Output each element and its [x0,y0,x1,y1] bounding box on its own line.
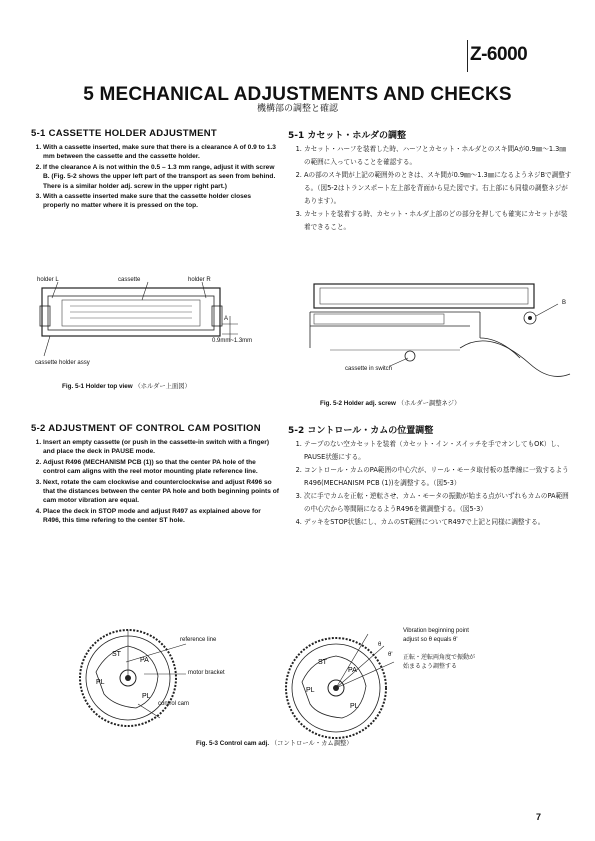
fig-5-3-caption: Fig. 5-3 Control cam adj. （コントロール・カム調整） [196,740,353,747]
step: 2. Adjust R496 (MECHANISM PCB (1)) so that the center PA hole of the control cam aligns with the reel motor mounting plate reference line. [43,458,279,477]
label-range: 0.9mm~1.3mm [212,338,253,344]
fig-5-3-cam-left [66,622,196,732]
label-theta-prime: θ' [388,652,393,658]
section-1-steps-en [31,143,279,212]
svg-text:ST: ST [112,651,121,658]
label-control-cam: control cam [158,701,190,707]
svg-text:PA: PA [348,667,357,674]
step: 1. With a cassette inserted, make sure that there is a clearance A of 0.9 to 1.3 mm between the cassette and the cassette holder. [43,143,279,162]
svg-text:PL: PL [96,679,105,686]
svg-text:ST: ST [318,659,327,666]
section-2-steps-en [31,438,279,527]
svg-text:PL: PL [142,693,151,700]
step: 2. Aの部のスキ間が上記の範囲外のときは、スキ間が0.9㎜～1.3㎜になるようネジBで調整する。（図5-2はトランスポート左上部を背面から見た図です。右上部にも同様の調整ネジがあります）。 [304,169,572,208]
fig-5-2-caption: Fig. 5-2 Holder adj. screw （ホルダー調整ネジ） [320,400,461,407]
section-1-steps-jp [290,143,572,234]
label-jp-note-2: 始まるよう調整する [403,663,458,670]
label-holder-l: holder L [37,277,59,283]
step: 2. If the clearance A is not within the 0.5 – 1.3 mm range, adjust it with screw B. (Fig. 5-2 shows the upper left part of the transport as seen from behind. There is a similar holder adj. screw in the upper right part.) [43,163,279,191]
label-adjust: adjust so θ equals θ' [403,637,458,643]
page-subtitle: 機構部の調整と確認 [256,104,338,114]
label-cassette: cassette [118,277,141,283]
label-vibration: Vibration beginning point [403,628,469,634]
label-reference-line: reference line [180,637,217,643]
step: 4. Place the deck in STOP mode and adjust R497 as explained above for R496, this time refering to the center ST hole. [43,507,279,526]
step: 4. デッキをSTOP状態にし、カムのST範囲についてR497で上記と同様に調整する。 [304,516,572,529]
label-a: A [224,316,229,322]
label-cassette-in-switch: cassette in switch [345,366,393,372]
label-theta: θ [378,642,382,648]
header-divider [467,40,468,72]
page-number: 7 [536,812,542,822]
label-jp-note-1: 正転・逆転両角度で振動が [403,654,476,661]
section-2-heading-en: 5-2 ADJUSTMENT OF CONTROL CAM POSITION [31,423,261,434]
step: 3. 次に手でカムを正転・逆転させ、カム・モータの振動が始まる点がいずれもカムのPA範囲の中心穴から等間隔になるようR496を微調整する。（図5-3） [304,490,572,516]
page-title: 5 MECHANICAL ADJUSTMENTS AND CHECKS [83,84,512,105]
label-b: B [562,300,567,306]
step: 1. テープのない空カセットを装着（カセット・イン・スイッチを手でオンしてもOK）し、PAUSE状態にする。 [304,438,572,464]
step: 3. Next, rotate the cam clockwise and counterclockwise and adjust R496 so that the distances between the center PA hole and both beginning points of cam motor vibration are equal. [43,478,279,506]
step: 2. コントロール・カムのPA範囲の中心穴が、リール・モータ取付板の基準線に一致するようR496(MECHANISM PCB (1))を調整する。（図5-3） [304,464,572,490]
label-holder-r: holder R [188,277,211,283]
model-name: Z-6000 [470,44,528,65]
label-motor-bracket: motor bracket [188,670,225,676]
fig-5-3-cam-right [258,628,408,740]
step: 3. With a cassette inserted make sure that the cassette holder closes properly no matter where it is pressed on the top. [43,192,279,211]
svg-text:PL: PL [306,687,315,694]
svg-text:PL: PL [350,703,359,710]
fig-5-1-drawing [30,276,285,372]
svg-text:PA: PA [140,657,149,664]
section-1-heading-jp: 5-1 カセット・ホルダの調整 [288,131,407,141]
section-2-heading-jp: 5-2 コントロール・カムの位置調整 [288,426,434,436]
fig-5-2-drawing [300,278,580,388]
fig-5-1-caption: Fig. 5-1 Holder top view （ホルダー上面図） [62,383,191,390]
section-1-heading-en: 5-1 CASSETTE HOLDER ADJUSTMENT [31,128,217,139]
section-2-steps-jp [290,438,572,529]
step: 3. カセットを装着する時、カセット・ホルダ上部のどの部分を押しても確実にカセットが装着できること。 [304,208,572,234]
step: 1. Insert an empty cassette (or push in the cassette-in switch with a finger) and place the deck in PAUSE mode. [43,438,279,457]
step: 1. カセット・ハーフを装着した時、ハーフとカセット・ホルダとのスキ間Aが0.9㎜～1.3㎜の範囲に入っていることを確認する。 [304,143,572,169]
label-holder-assy: cassette holder assy [35,360,90,366]
